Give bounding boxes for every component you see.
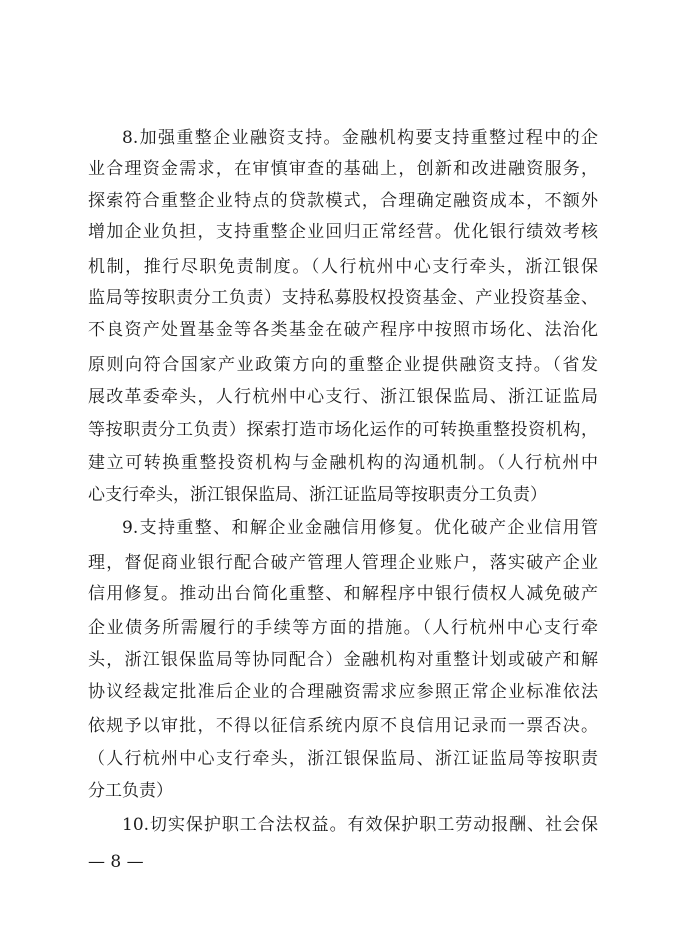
text-line: 10.切实保护职工合法权益。有效保护职工劳动报酬、社会保 xyxy=(122,815,598,835)
text-line: 9.支持重整、和解企业金融信用修复。优化破产企业信用管 xyxy=(122,518,598,538)
text-line: 8.加强重整企业融资支持。金融机构要支持重整过程中的企 xyxy=(122,128,598,148)
text-line: 分工负责） xyxy=(88,781,173,801)
text-line: 不良资产处置基金等各类基金在破产程序中按照市场化、法治化 xyxy=(88,320,598,340)
text-line: 建立可转换重整投资机构与金融机构的沟通机制。（人行杭州中 xyxy=(88,453,598,473)
text-line: 理，督促商业银行配合破产管理人管理企业账户，落实破产企业 xyxy=(88,553,598,573)
text-line: 依规予以审批，不得以征信系统内原不良信用记录而一票否决。 xyxy=(88,716,598,736)
text-line: 增加企业负担，支持重整企业回归正常经营。优化银行绩效考核 xyxy=(88,222,598,242)
text-line: 等按职责分工负责）探索打造市场化运作的可转换重整投资机构， xyxy=(88,420,598,440)
text-line: 企业债务所需履行的手续等方面的措施。（人行杭州中心支行牵 xyxy=(88,618,598,638)
text-line: 协议经裁定批准后企业的合理融资需求应参照正常企业标准依法 xyxy=(88,682,598,702)
text-line: 监局等按职责分工负责）支持私募股权投资基金、产业投资基金、 xyxy=(88,288,598,308)
text-line: 头，浙江银保监局等协同配合）金融机构对重整计划或破产和解 xyxy=(88,650,598,670)
text-line: 信用修复。推动出台简化重整、和解程序中银行债权人减免破产 xyxy=(88,584,598,604)
text-line: 展改革委牵头，人行杭州中心支行、浙江银保监局、浙江证监局 xyxy=(88,387,598,407)
text-line: 心支行牵头，浙江银保监局、浙江证监局等按职责分工负责） xyxy=(88,485,547,505)
text-line: 机制，推行尽职免责制度。（人行杭州中心支行牵头，浙江银保 xyxy=(88,257,598,277)
text-line: 原则向符合国家产业政策方向的重整企业提供融资支持。（省发 xyxy=(88,355,598,375)
page-number: — 8 — xyxy=(88,852,144,872)
text-line: 业合理资金需求，在审慎审查的基础上，创新和改进融资服务， xyxy=(88,159,598,179)
text-line: 探索符合重整企业特点的贷款模式，合理确定融资成本，不额外 xyxy=(88,191,598,211)
text-line: （人行杭州中心支行牵头，浙江银保监局、浙江证监局等按职责 xyxy=(88,749,598,769)
